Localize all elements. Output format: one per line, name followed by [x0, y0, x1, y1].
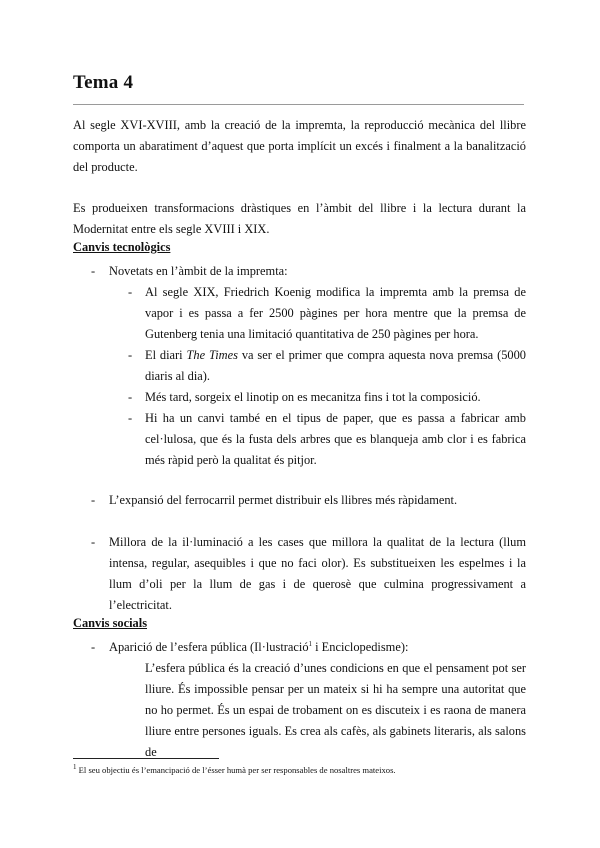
- intro-paragraph-1: Al segle XVI-XVIII, amb la creació de la impremta, la reproducció mecànica del llibre comporta un abaratiment d’aquest que porta implícit un excés i finalment a la banalització del producte.: [73, 118, 526, 174]
- bullet-dash: -: [91, 264, 96, 278]
- page-title: Tema 4: [73, 72, 134, 93]
- sub-bullet-dash: -: [128, 285, 133, 299]
- bullet-lighting: Millora de la il·luminació a les cases que millora la qualitat de la lectura (llum intensa, regular, asequibles i que no faci olor). Es substitueixen les espelmes i la llum d’oli per la llum de gas i de querosè que culmina progressivament a l’electricitat.: [109, 535, 526, 612]
- sub-item-text: El diari: [145, 348, 187, 362]
- sub-item-koenig: Al segle XIX, Friedrich Koenig modifica la impremta amb la premsa de vapor i es passa a fer 2500 pàgines per hora mentre que la premsa de Gutenberg tenia una limitació quantitativa de 250 pàgines per hora.: [145, 285, 526, 341]
- bullet-dash: -: [91, 640, 96, 654]
- sub-item-text: va ser el primer que compra aquesta nova premsa (5000 diaris al dia).: [145, 348, 526, 383]
- bullet-public-sphere: [109, 637, 526, 658]
- title-divider: [73, 104, 524, 105]
- newspaper-name: The Times: [186, 348, 238, 362]
- bullet-dash: -: [91, 493, 96, 507]
- footnote: [73, 764, 396, 776]
- bullet-railway: L’expansió del ferrocarril permet distribuir els llibres més ràpidament.: [109, 493, 458, 507]
- sub-item-linotype: Més tard, sorgeix el linotip on es mecanitza fins i tot la composició.: [145, 390, 481, 404]
- sub-bullet-dash: -: [128, 411, 133, 425]
- footnote-reference: 1: [308, 639, 313, 648]
- section-heading-technological: Canvis tecnològics: [73, 240, 171, 254]
- bullet-dash: -: [91, 535, 96, 549]
- intro-paragraph-2: Es produeixen transformacions dràstiques en l’àmbit del llibre i la lectura durant la Modernitat entre els segle XVIII i XIX.: [73, 201, 526, 236]
- sub-bullet-dash: -: [128, 390, 133, 404]
- sub-item-paper: Hi ha un canvi també en el tipus de paper, que es passa a fabricar amb cel·lulosa, que és la fusta dels arbres que es blanqueja amb clor i es fabrica més ràpid però la qualitat és pitjor.: [145, 411, 526, 467]
- section-heading-social: Canvis socials: [73, 616, 148, 630]
- footnote-divider: [73, 758, 219, 759]
- sub-item-the-times: [145, 345, 526, 387]
- footnote-text: El seu objectiu és l’emancipació de l’ésser humà per ser responsables de nosaltres mateixos.: [78, 765, 396, 775]
- bullet-text: Aparició de l’esfera pública (Il·lustració: [109, 640, 309, 654]
- footnote-mark: 1: [73, 763, 77, 772]
- bullet-printing-news: Novetats en l’àmbit de la impremta:: [109, 264, 288, 278]
- public-sphere-paragraph: L’esfera pública és la creació d’unes condicions en que el pensament pot ser lliure. És impossible pensar per un mateix si hi ha sempre una autoritat que no ho permet. És un espai de trobament on es discuteix i es raona de manera lliure entre persones iguals. Es crea als cafès, als gabinets literaris, als salons de: [145, 661, 526, 759]
- sub-bullet-dash: -: [128, 348, 133, 362]
- bullet-text: i Enciclopedisme):: [312, 640, 409, 654]
